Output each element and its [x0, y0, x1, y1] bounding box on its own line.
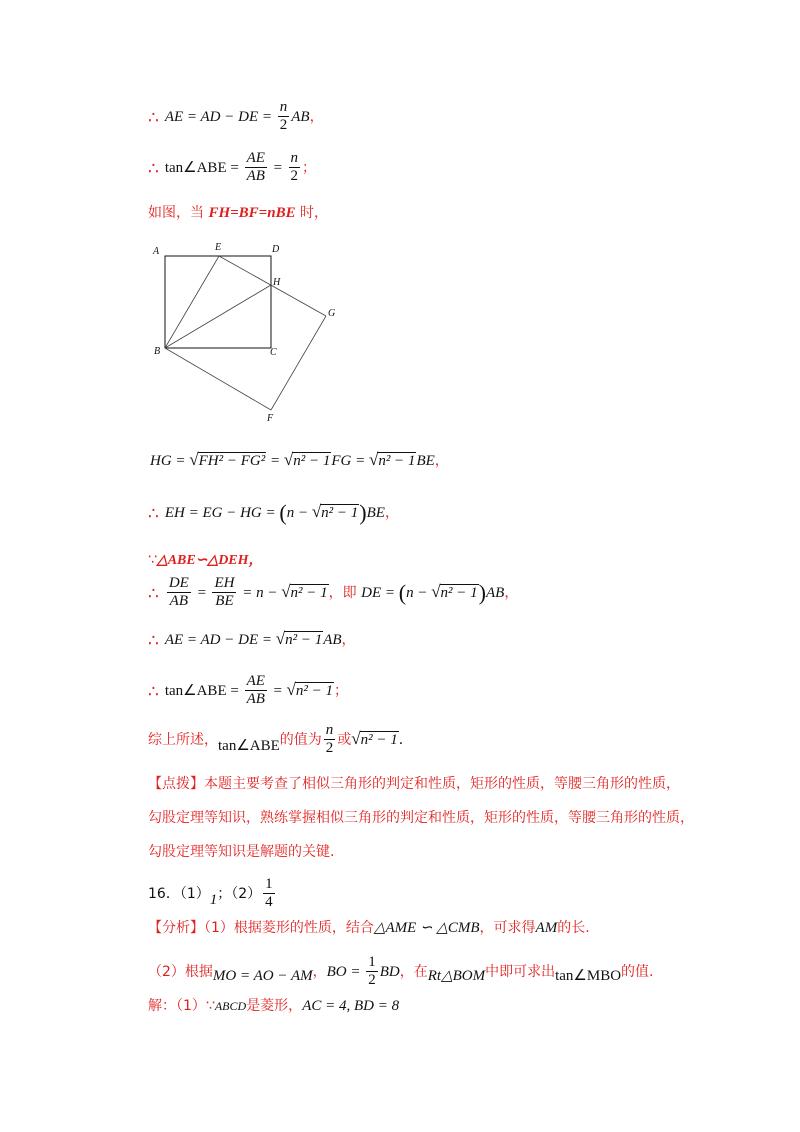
- fraction: $\frac{n}{2}$: [290, 150, 299, 184]
- label-f: F: [267, 413, 274, 424]
- line-summary: 综上所述，tan∠ABE的值为 $\frac{n}{2}$ 或√n² − 1．: [148, 722, 413, 756]
- segment-be: [165, 256, 219, 348]
- segment-bh: [165, 285, 271, 348]
- line-ae-eq: ∴ AE = AD − DE = $\frac{n}{2}$ AB，: [148, 99, 324, 133]
- label-c: C: [270, 347, 277, 358]
- line-tan-abe: ∴ tan∠ABE = $\frac{AE}{AB}$ = $\frac{n}{2}$ ；: [148, 150, 317, 184]
- fraction: $\frac{AE}{AB}$: [246, 150, 265, 184]
- line-figure-intro: 如图，当 FH=BF=nBE 时，: [148, 205, 329, 221]
- dianbo-tag: 【点拨】: [148, 776, 204, 792]
- therefore-symbol: ∴: [148, 584, 159, 604]
- fraction: $\frac{1}{4}$: [265, 876, 273, 910]
- fraction: $\frac{AE}{AB}$: [246, 673, 265, 707]
- fenxi-tag: 【分析】: [148, 920, 204, 936]
- label-d: D: [272, 244, 280, 255]
- line-ae-sqrt: ∴ AE = AD − DE = √n² − 1AB，: [148, 629, 356, 651]
- line-hg: HG = √FH² − FG² = √n² − 1FG = √n² − 1BE，: [150, 450, 449, 469]
- label-h: H: [273, 277, 281, 288]
- therefore-symbol: ∴: [148, 159, 159, 179]
- question-16-answers: 16．（1）1；（2） $\frac{1}{4}$: [148, 876, 273, 910]
- dianbo-paragraph: 【点拨】本题主要考查了相似三角形的判定和性质，矩形的性质，等腰三角形的性质， 勾股定理等知识，熟练掌握相似三角形的判定和性质，矩形的性质，等腰三角形的性质， 勾股定理等知识是解题的关键.: [148, 776, 694, 860]
- fraction: $\frac{n}{2}$: [325, 722, 334, 756]
- fraction: $\frac{EH}{BE}$: [214, 575, 235, 609]
- therefore-symbol: ∴: [148, 108, 159, 128]
- label-g: G: [328, 308, 336, 319]
- fraction: $\frac{n}{2}$: [279, 99, 288, 133]
- line-similar: ∵△ABE∽△DEH，: [148, 552, 263, 568]
- therefore-symbol: ∴: [148, 631, 159, 651]
- rectangle-abcd: [165, 256, 271, 348]
- geometry-figure: [145, 238, 345, 428]
- segment-gf: [271, 316, 326, 410]
- fenxi-line-2: （2）根据MO = AO − AM，BO = $\frac{1}{2}$ BD，在Rt△BOM中即可求出tan∠MBO的值.: [148, 954, 654, 988]
- label-a: A: [153, 246, 160, 257]
- label-e: E: [215, 242, 222, 253]
- segment-fb: [165, 348, 271, 410]
- line-de-ab: ∴ $\frac{DE}{AB}$ = $\frac{EH}{BE}$ = n − √n² − 1，即 DE = (n − √n² − 1)AB，: [148, 575, 519, 609]
- solution-line: 解：（1）∵ABCD是菱形，AC = 4, BD = 8: [148, 998, 400, 1014]
- therefore-symbol: ∴: [148, 504, 159, 524]
- fraction: $\frac{1}{2}$: [368, 954, 376, 988]
- line-eh: ∴ EH = EG − HG = (n − √n² − 1)BE，: [148, 500, 399, 525]
- fenxi-line: 【分析】（1）根据菱形的性质，结合△AME ∽ △CMB，可求得AM的长.: [148, 920, 590, 936]
- label-b: B: [154, 346, 161, 357]
- therefore-symbol: ∴: [148, 682, 159, 702]
- line-tan-sqrt: ∴ tan∠ABE = $\frac{AE}{AB}$ = √n² − 1；: [148, 673, 348, 707]
- fraction: $\frac{DE}{AB}$: [168, 575, 189, 609]
